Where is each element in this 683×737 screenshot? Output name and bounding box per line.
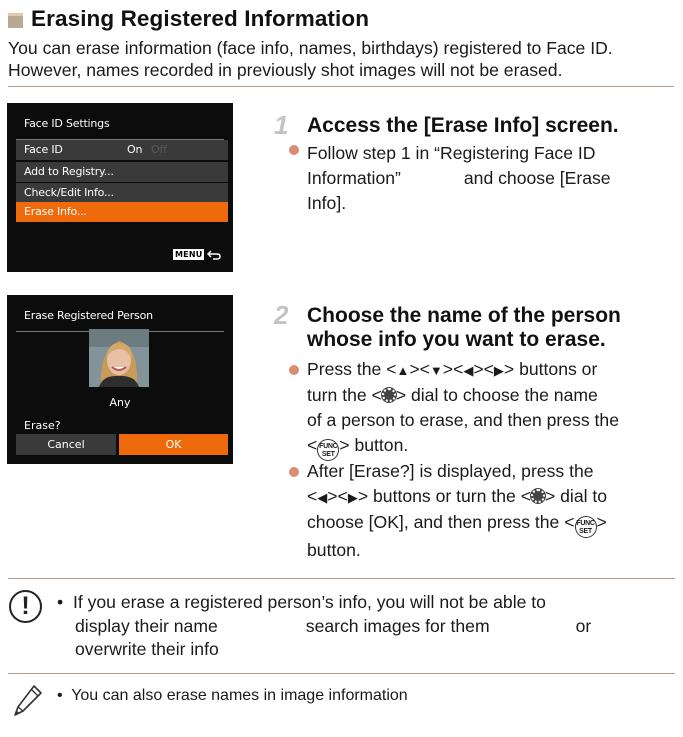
text-line: <◀><▶> buttons or turn the < > dial to (307, 486, 608, 506)
screen-header (7, 103, 233, 140)
up-arrow-icon: ▲ (396, 363, 410, 378)
control-dial-icon (382, 388, 396, 402)
caution-note (57, 591, 591, 662)
bullet-icon (289, 145, 299, 155)
section-divider (8, 673, 675, 674)
step-1-number: 1 (274, 110, 289, 140)
erase-registered-person-screen (7, 295, 233, 464)
menu-item-erase-info (16, 202, 228, 222)
left-arrow-icon: ◀ (317, 490, 328, 505)
left-arrow-icon: ◀ (463, 363, 474, 378)
text-line: After [Erase?] is displayed, press the (307, 461, 594, 481)
text-line: whose info you want to erase. (307, 328, 606, 351)
control-dial-icon (531, 489, 545, 503)
intro-paragraph: You can erase information (face info, names, birthdays) registered to Face ID. However, names recorded in previously shot images will not be erased. (8, 38, 613, 80)
text-fragment: turn the < (307, 385, 382, 405)
text-line: < FUNC SET > button. (307, 433, 619, 461)
text-fragment: > button. (339, 435, 409, 455)
heading-square-icon (8, 13, 23, 28)
text-fragment: > buttons or turn the < (357, 486, 531, 506)
menu-item-label: Erase Info... (24, 205, 87, 218)
step-2-number: 2 (274, 300, 289, 330)
text-fragment: choose [OK], and then press the < (307, 512, 575, 532)
step-1-instruction (307, 141, 611, 216)
down-arrow-icon: ▼ (429, 363, 443, 378)
text-line: Follow step 1 in “Registering Face ID (307, 143, 596, 163)
right-arrow-icon: ▶ (347, 490, 358, 505)
text-fragment: Information” (307, 168, 401, 188)
caution-icon: ! (9, 590, 42, 623)
tip-note: • You can also erase names in image information (57, 687, 408, 704)
cancel-option: Cancel (16, 434, 116, 455)
menu-item-label: Face ID (24, 143, 63, 156)
text-fragment: > dial to (544, 486, 608, 506)
right-arrow-icon: ▶ (493, 363, 504, 378)
step-2-instruction-2 (307, 459, 607, 563)
section-heading (8, 6, 369, 32)
back-arrow-icon (207, 250, 221, 260)
text-fragment: You can also erase names in image information (71, 687, 408, 704)
text-line: • If you erase a registered person’s info, you will not be able to (57, 592, 546, 612)
text-fragment: > dial to choose the name (395, 385, 598, 405)
text-line: Choose the name of the person (307, 304, 621, 327)
text-line (307, 383, 619, 408)
text-line: of a person to erase, and then press the (307, 410, 620, 430)
intro-divider (8, 86, 674, 87)
text-line (307, 166, 611, 191)
menu-item-face-id (16, 140, 228, 160)
menu-button-label: MENU (175, 250, 203, 259)
text-fragment: or (575, 615, 592, 636)
screen-header-title: Face ID Settings (24, 117, 110, 130)
text-fragment: search images for them (305, 615, 490, 636)
bullet-icon (289, 365, 299, 375)
ok-option: OK (119, 434, 228, 455)
text-fragment: Press the < (307, 359, 397, 379)
screen-header (7, 295, 233, 332)
step-2-title (307, 304, 621, 352)
text-line (57, 615, 591, 639)
menu-item-label: Add to Registry... (24, 165, 114, 178)
erase-prompt: Erase? (24, 419, 61, 432)
screen-header-title: Erase Registered Person (24, 309, 153, 322)
person-photo (89, 329, 149, 387)
text-line: choose [OK], and then press the < FUNC SET > (307, 510, 607, 538)
text-fragment: > buttons or (503, 359, 598, 379)
menu-back-badge (173, 249, 221, 260)
menu-item-add-to-registry (16, 162, 228, 182)
step-1-title: Access the [Erase Info] screen. (307, 114, 619, 137)
text-fragment: and choose [Erase (463, 168, 611, 188)
menu-item-check-edit-info (16, 183, 228, 203)
section-divider (8, 578, 675, 579)
pencil-icon (12, 683, 44, 719)
person-name: Any (109, 396, 131, 409)
func-set-icon: FUNC SET (317, 439, 339, 461)
func-set-icon: FUNC SET (575, 516, 597, 538)
step-2-instruction-1 (307, 357, 619, 461)
text-line: button. (307, 540, 361, 560)
text-line: overwrite their info (75, 639, 219, 659)
text-line: Info]. (307, 193, 347, 213)
text-fragment: If you erase a registered person’s info, you will not be able to (72, 592, 546, 612)
menu-item-label: Check/Edit Info... (24, 186, 114, 199)
bullet-icon (289, 467, 299, 477)
face-id-settings-screen (7, 103, 233, 272)
face-id-off-value: Off (151, 143, 167, 156)
text-line: Press the <▲><▼><◀><▶> buttons or (307, 359, 598, 379)
text-fragment: display their name (75, 615, 218, 636)
page-title: Erasing Registered Information (31, 6, 370, 31)
face-id-on-value: On (127, 143, 143, 156)
